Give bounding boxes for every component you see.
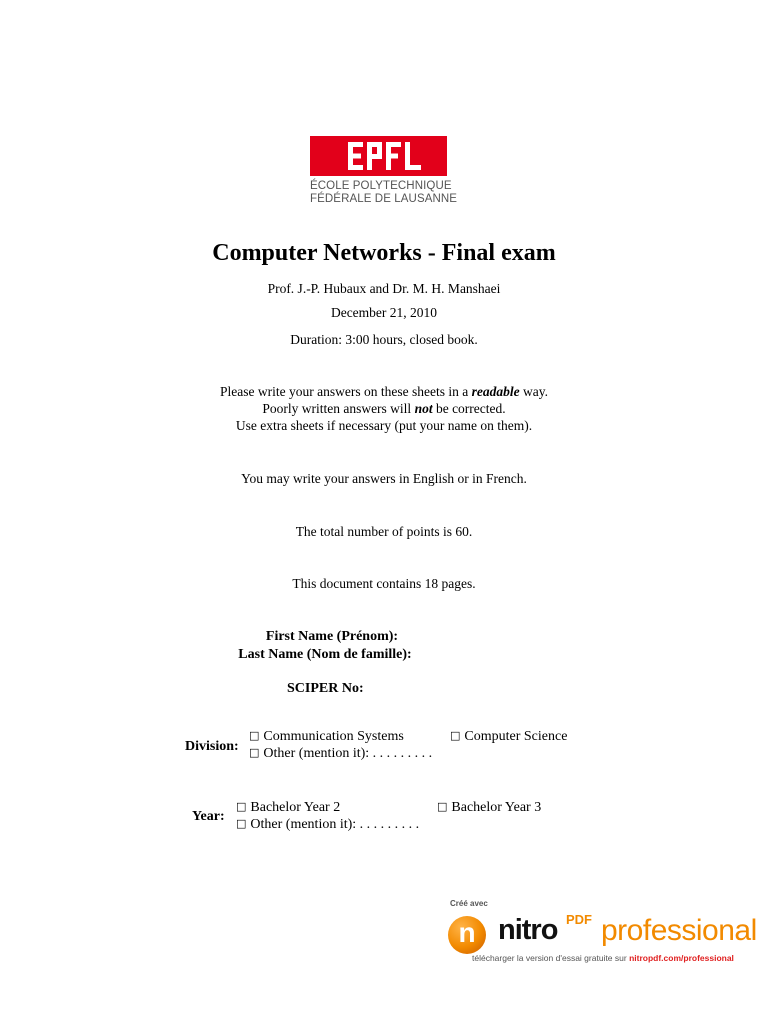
year-option-label: Bachelor Year 3 bbox=[451, 800, 542, 815]
division-option-other[interactable] bbox=[249, 746, 432, 762]
authors: Prof. J.-P. Hubaux and Dr. M. H. Manshaei bbox=[267, 281, 501, 296]
division-option-communication-systems[interactable] bbox=[249, 729, 404, 745]
division-option-label: Other (mention it): . . . . . . . . . bbox=[263, 746, 433, 761]
emphasis-not: not bbox=[414, 401, 433, 416]
division-option-computer-science[interactable] bbox=[450, 729, 567, 745]
first-name-label: First Name (Prénom): bbox=[265, 629, 399, 644]
nitro-brand-pdf: PDF bbox=[566, 912, 592, 927]
checkbox-icon[interactable]: □ bbox=[437, 800, 448, 813]
epfl-wordmark bbox=[310, 136, 447, 176]
logo-school-line1: ÉCOLE POLYTECHNIQUE bbox=[310, 180, 452, 192]
checkbox-icon[interactable]: □ bbox=[236, 817, 247, 830]
nitro-download-link[interactable]: nitropdf.com/professional bbox=[629, 953, 734, 963]
year-option-bachelor-2[interactable] bbox=[236, 800, 340, 816]
year-option-label: Other (mention it): . . . . . . . . . bbox=[250, 817, 420, 832]
instruction-readable-pre: Please write your answers on these sheets in a bbox=[220, 384, 472, 399]
checkbox-icon[interactable]: □ bbox=[249, 729, 260, 742]
nitro-brand-professional: professional bbox=[601, 914, 757, 947]
year-option-bachelor-3[interactable] bbox=[437, 800, 541, 816]
instruction-extra-sheets: Use extra sheets if necessary (put your name on them). bbox=[235, 418, 533, 433]
year-label: Year: bbox=[192, 809, 225, 824]
logo-school-line2: FÉDÉRALE DE LAUSANNE bbox=[310, 193, 458, 205]
total-points-note: The total number of points is 60. bbox=[295, 524, 473, 539]
division-option-label: Communication Systems bbox=[263, 729, 404, 744]
created-with-label: Créé avec bbox=[450, 899, 488, 908]
checkbox-icon[interactable]: □ bbox=[236, 800, 247, 813]
exam-duration: Duration: 3:00 hours, closed book. bbox=[290, 332, 478, 347]
language-note: You may write your answers in English or in French. bbox=[241, 471, 527, 486]
epfl-wordmark-graphic bbox=[310, 136, 447, 176]
year-option-label: Bachelor Year 2 bbox=[250, 800, 341, 815]
division-option-label: Computer Science bbox=[464, 729, 568, 744]
nitro-logo-letter: n bbox=[458, 917, 476, 948]
year-option-other[interactable] bbox=[236, 817, 419, 833]
checkbox-icon[interactable]: □ bbox=[450, 729, 461, 742]
emphasis-readable: readable bbox=[471, 384, 520, 399]
instruction-readable-post: way. bbox=[519, 384, 548, 399]
nitro-watermark bbox=[448, 896, 763, 968]
checkbox-icon[interactable]: □ bbox=[249, 746, 260, 759]
instruction-readable bbox=[0, 384, 768, 400]
instruction-poorly-written bbox=[0, 401, 768, 417]
nitro-brand-word: nitro bbox=[498, 914, 558, 946]
nitro-logo-icon bbox=[448, 916, 486, 954]
instruction-poorly-pre: Poorly written answers will bbox=[262, 401, 415, 416]
sciper-label: SCIPER No: bbox=[287, 681, 364, 696]
epfl-logo bbox=[310, 136, 458, 208]
last-name-label: Last Name (Nom de famille): bbox=[238, 647, 412, 662]
nitro-download-text: télécharger la version d'essai gratuite sur bbox=[472, 953, 630, 963]
nitro-download-line bbox=[472, 953, 734, 963]
division-label: Division: bbox=[185, 739, 239, 754]
instruction-poorly-post: be corrected. bbox=[432, 401, 506, 416]
page-title: Computer Networks - Final exam bbox=[212, 240, 556, 266]
exam-date: December 21, 2010 bbox=[330, 305, 438, 320]
page-count-note: This document contains 18 pages. bbox=[292, 576, 476, 591]
